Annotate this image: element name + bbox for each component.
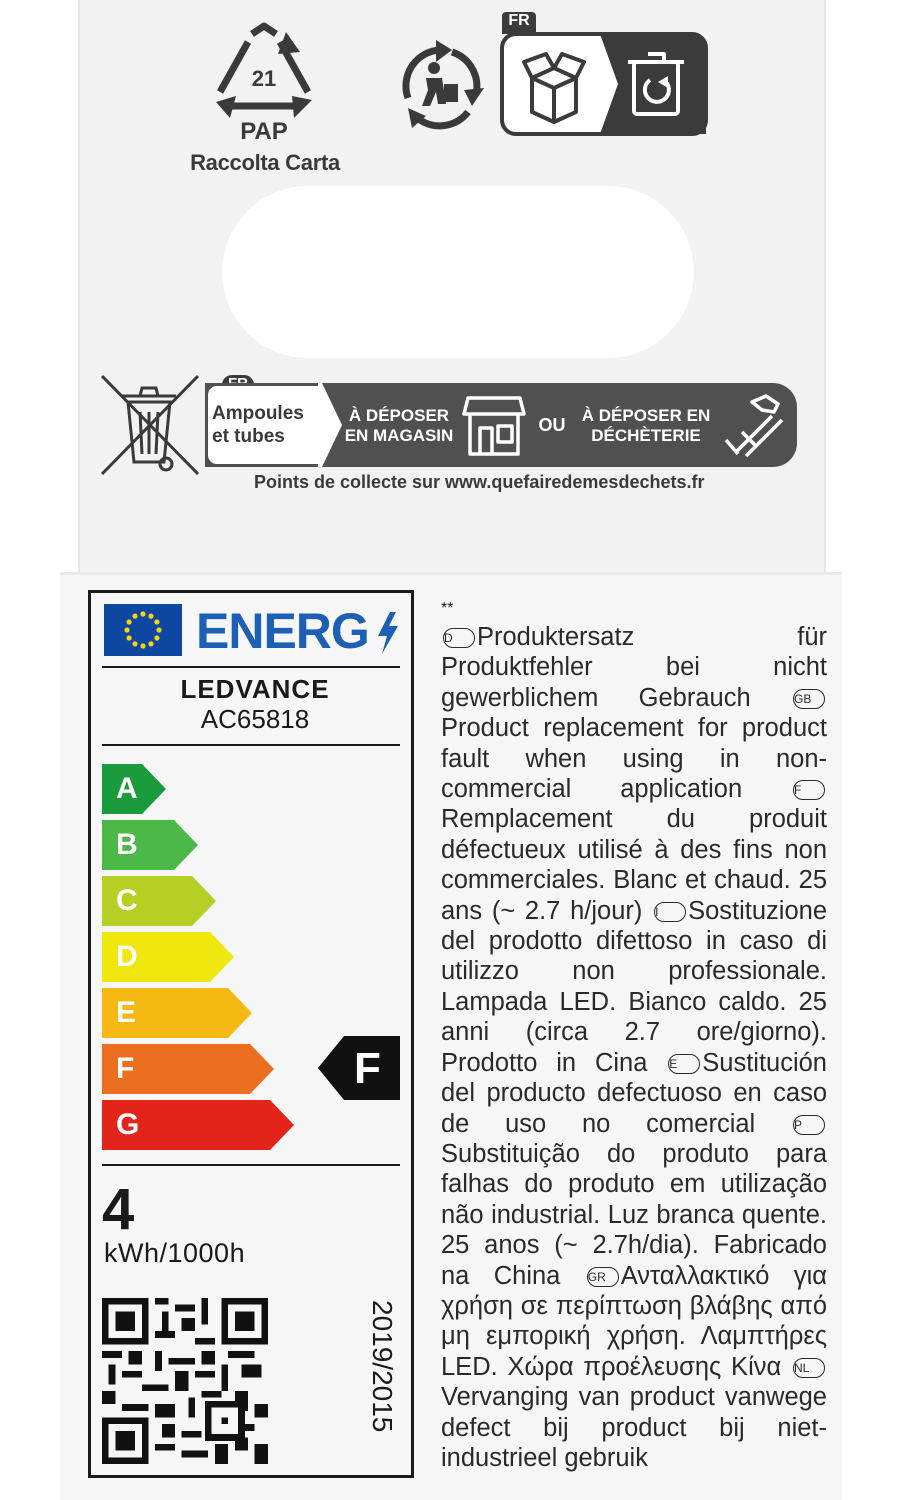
legal-text-pt: Substituição do produto para falhas do produto em utilização não industrial. Luz branca quente. 25 anos (~ 2.7h/dia). Fabricado na China: [441, 1139, 827, 1290]
energy-class-d: [102, 932, 234, 982]
class-letter-a: A: [116, 772, 138, 805]
lightning-icon: [376, 612, 400, 654]
energy-consumption-unit: kWh/1000h: [104, 1238, 246, 1268]
class-letter-b: B: [116, 828, 138, 861]
country-code-gb: GB: [793, 689, 825, 709]
country-code-e: E: [668, 1054, 700, 1074]
legal-text-it: Sostituzione del prodotto difettoso in caso di utilizzo non professionale. Lampada LED. Bianco caldo. 25 anni (circa 2.7 ore/giorno). Prodotto in Cina: [441, 896, 827, 1077]
country-code-i: I: [654, 902, 686, 922]
country-code-f: F: [793, 780, 825, 800]
recycling-instruction: Raccolta Carta: [190, 150, 340, 175]
energy-class-e: [102, 988, 252, 1038]
disposal-or: OU: [538, 415, 566, 435]
footnote-marker: **: [441, 600, 454, 617]
class-letter-d: D: [116, 940, 138, 973]
energy-rating-letter: F: [354, 1044, 381, 1093]
collection-points-note: Points de collecte sur www.quefairedemesdechets.fr: [254, 472, 705, 492]
country-code-gr: GR: [587, 1267, 619, 1287]
eu-flag-icon: [104, 604, 182, 656]
qr-code: [102, 1298, 268, 1464]
country-code-p: P: [793, 1115, 825, 1135]
energy-rating-indicator: [318, 1036, 400, 1100]
material-code: PAP: [240, 118, 288, 145]
label-divider-bottom: [102, 1164, 400, 1166]
triman-icon: [390, 36, 490, 136]
legal-text-es: Sustitución del producto defectuoso en caso de uso no comercial: [441, 1048, 827, 1138]
legal-text-fr: Remplacement du produit défectueux utilisé à des fins non commerciales. Blanc et chaud. 25 ans (~ 2.7 h/jour): [441, 805, 827, 925]
regulation-text: 2019/2015: [367, 1300, 398, 1433]
class-letter-g: G: [116, 1108, 140, 1141]
disposal-option-center: À DÉPOSER EN DÉCHÈTERIE: [581, 406, 711, 445]
legal-text-nl: Vervanging van product vanwege defect bij product bij niet-industrieel gebruik: [441, 1383, 827, 1472]
weee-crossed-bin-icon: [98, 372, 202, 478]
class-letter-c: C: [116, 884, 138, 917]
legal-text-el: Ανταλλακτικό για χρήση σε περίπτωση βλάβης από μη εμπορική χρήση. Λαμπτήρες LED. Χώρα προέλευσης Κίνα: [441, 1261, 827, 1381]
disposal-option-store: À DÉPOSER EN MAGASIN: [344, 406, 454, 445]
recycling-center-icon: [722, 392, 786, 460]
energy-class-f: [102, 1044, 274, 1094]
legal-text-de: Produktersatz für Produktfehler bei nicht gewerblichem Gebrauch: [441, 623, 827, 712]
energy-class-a: [102, 764, 166, 814]
energy-class-c: [102, 876, 216, 926]
label-divider-mid: [102, 744, 400, 746]
class-letter-f: F: [116, 1052, 135, 1085]
disposal-category: Ampoules et tubes: [212, 403, 304, 447]
label-divider-top: [102, 666, 400, 668]
energy-class-g: [102, 1100, 294, 1150]
recycling-code: 21: [251, 66, 277, 91]
hang-hole: [222, 186, 694, 358]
energy-label-header: ENERG: [196, 603, 369, 659]
class-letter-e: E: [116, 996, 137, 1029]
energy-class-b: [102, 820, 198, 870]
store-icon: [462, 392, 526, 460]
country-code-nl: NL: [793, 1358, 825, 1378]
warranty-legal-text: [441, 622, 827, 1473]
country-code-d: D: [443, 628, 475, 648]
supplier-name: LEDVANCE: [180, 674, 330, 704]
legal-text-en: Product replacement for product fault when using in non-commercial application: [441, 714, 827, 804]
sorting-info-box: [500, 32, 708, 136]
regulation-number: [356, 1300, 406, 1470]
model-identifier: AC65818: [200, 704, 310, 734]
country-tag-fr: FR: [502, 12, 536, 34]
energy-consumption-value: 4: [102, 1177, 135, 1242]
